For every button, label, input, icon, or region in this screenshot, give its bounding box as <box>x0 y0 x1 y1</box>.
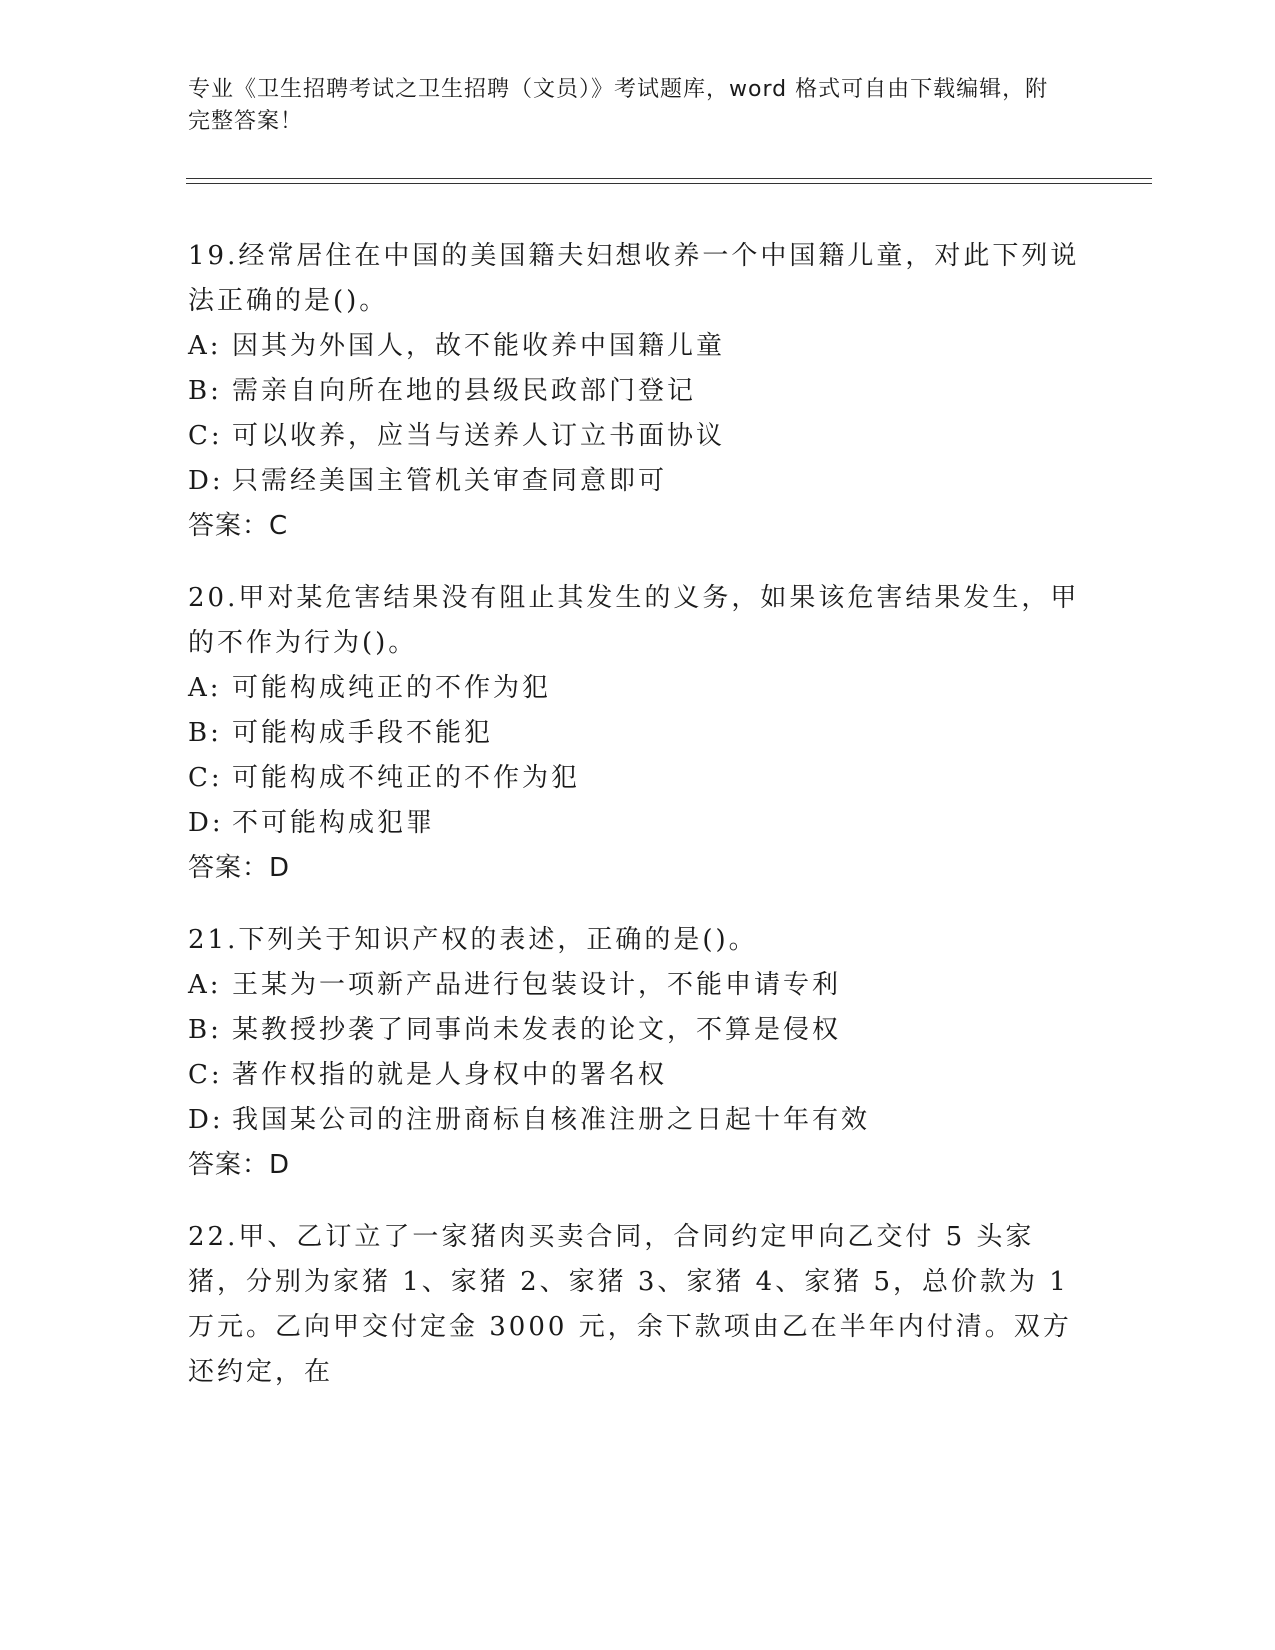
option-a <box>188 963 1088 1008</box>
option-letter: A: <box>188 970 222 1000</box>
header-rule-top <box>186 178 1152 179</box>
option-text: 需亲自向所在地的县级民政部门登记 <box>232 376 697 406</box>
option-text: 我国某公司的注册商标自核准注册之日起十年有效 <box>232 1105 871 1135</box>
option-text: 可以收养，应当与送养人订立书面协议 <box>232 421 726 451</box>
option-letter: C: <box>188 1060 223 1090</box>
option-d <box>188 1098 1088 1143</box>
option-letter: A: <box>188 331 222 361</box>
option-a <box>188 324 1088 369</box>
option-b <box>188 711 1088 756</box>
document-header: 专业《卫生招聘考试之卫生招聘（文员）》考试题库，word 格式可自由下载编辑，附完整答案！ <box>188 77 1049 134</box>
question-stem: 20.甲对某危害结果没有阻止其发生的义务，如果该危害结果发生，甲的不作为行为()。 <box>188 583 1080 658</box>
question-21 <box>188 918 1088 1188</box>
option-c <box>188 756 1088 801</box>
option-text: 王某为一项新产品进行包装设计，不能申请专利 <box>232 970 842 1000</box>
option-letter: C: <box>188 421 223 451</box>
question-22 <box>188 1215 1088 1395</box>
option-d <box>188 459 1088 504</box>
option-a <box>188 666 1088 711</box>
option-b <box>188 1008 1088 1053</box>
option-letter: D: <box>188 808 224 838</box>
question-stem: 21.下列关于知识产权的表述，正确的是()。 <box>188 925 758 955</box>
answer-line: 答案：C <box>188 511 289 541</box>
option-text: 不可能构成犯罪 <box>232 808 436 838</box>
option-d <box>188 801 1088 846</box>
option-text: 因其为外国人，故不能收养中国籍儿童 <box>232 331 726 361</box>
question-stem: 19.经常居住在中国的美国籍夫妇想收养一个中国籍儿童，对此下列说法正确的是()。 <box>188 241 1080 316</box>
option-letter: C: <box>188 763 223 793</box>
answer-line: 答案：D <box>188 853 291 883</box>
option-letter: B: <box>188 718 222 748</box>
question-list <box>188 234 1088 1422</box>
option-letter: D: <box>188 466 224 496</box>
option-c <box>188 414 1088 459</box>
question-stem: 22.甲、乙订立了一家猪肉买卖合同，合同约定甲向乙交付 5 头家猪，分别为家猪 1、家猪 2、家猪 3、家猪 4、家猪 5，总价款为 1 万元。乙向甲交付定金 3000 元，余下款项由乙在半年内付清。双方还约定，在 <box>188 1222 1072 1387</box>
option-c <box>188 1053 1088 1098</box>
option-letter: A: <box>188 673 222 703</box>
option-letter: B: <box>188 1015 222 1045</box>
option-text: 可能构成不纯正的不作为犯 <box>232 763 581 793</box>
option-b <box>188 369 1088 414</box>
question-20 <box>188 576 1088 891</box>
option-text: 只需经美国主管机关审查同意即可 <box>232 466 668 496</box>
answer-line: 答案：D <box>188 1150 291 1180</box>
option-text: 可能构成手段不能犯 <box>232 718 494 748</box>
option-text: 著作权指的就是人身权中的署名权 <box>232 1060 668 1090</box>
option-text: 可能构成纯正的不作为犯 <box>232 673 552 703</box>
option-text: 某教授抄袭了同事尚未发表的论文，不算是侵权 <box>232 1015 842 1045</box>
header-rule-bottom <box>186 183 1152 184</box>
option-letter: D: <box>188 1105 224 1135</box>
option-letter: B: <box>188 376 222 406</box>
question-19 <box>188 234 1088 549</box>
